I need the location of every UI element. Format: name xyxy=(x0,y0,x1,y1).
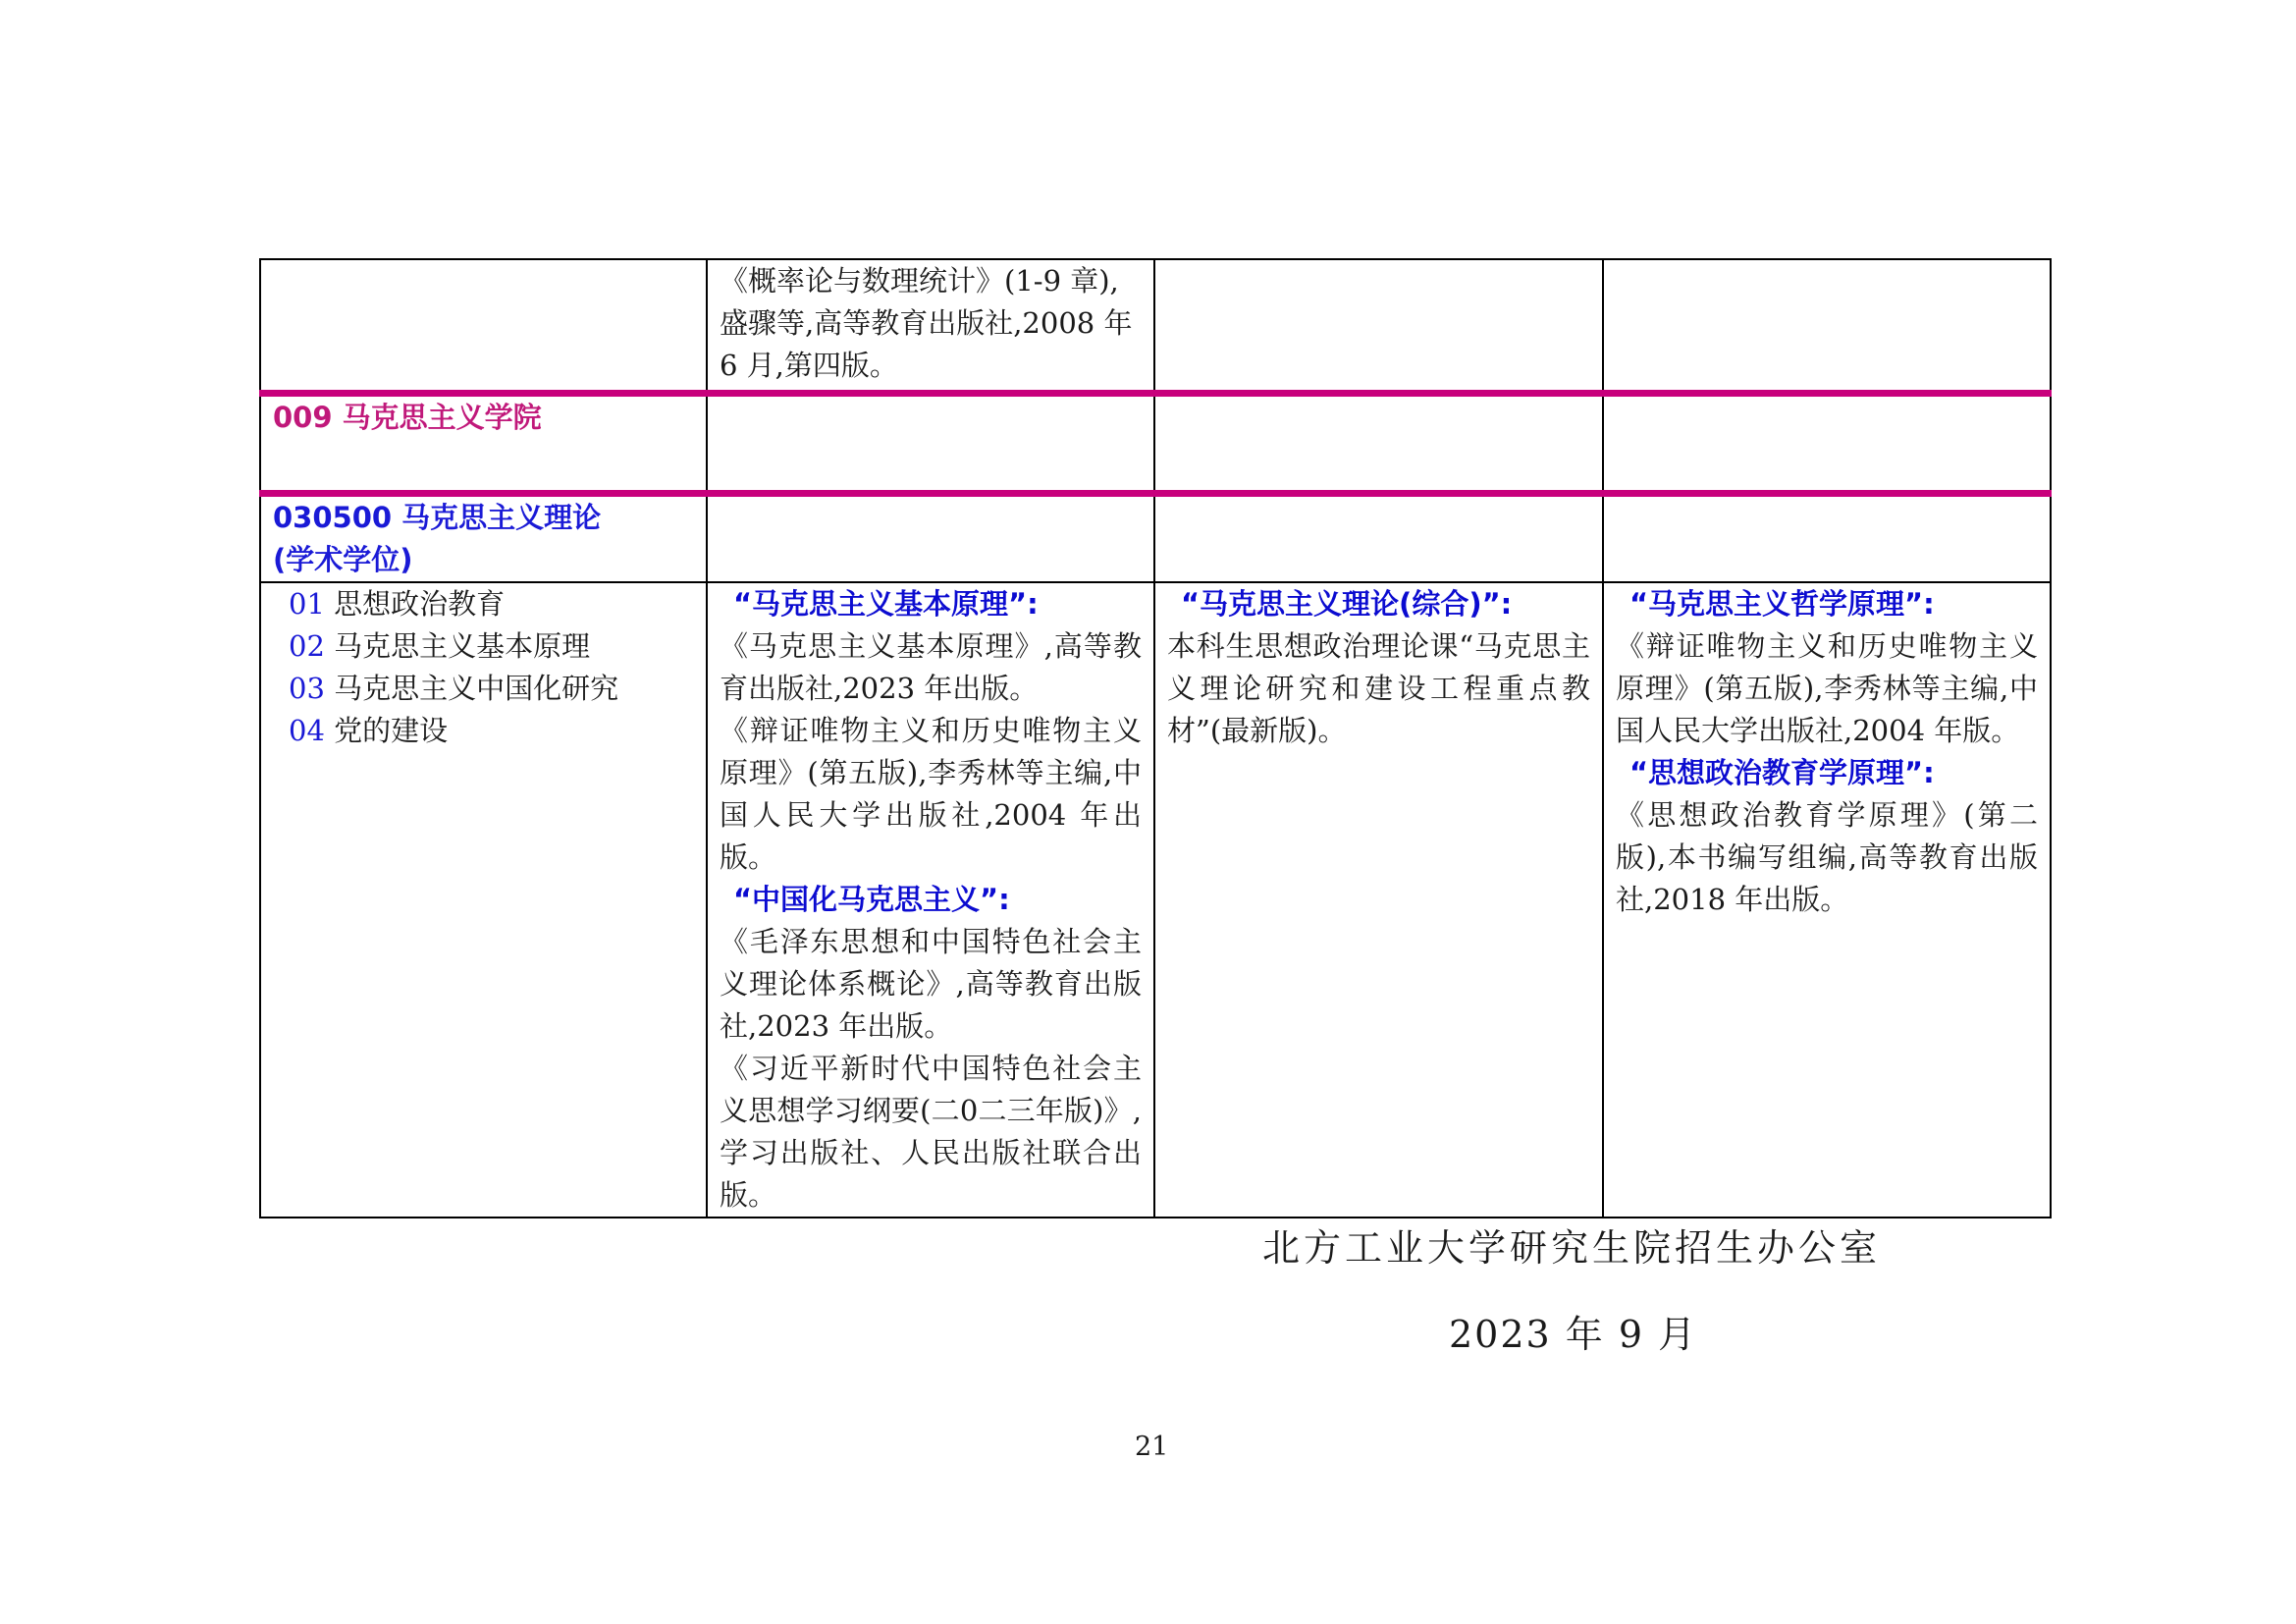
table-cell xyxy=(1603,259,2051,394)
degree-type: (学术学位) xyxy=(273,543,413,576)
major-code-title: 030500 马克思主义理论 xyxy=(273,501,602,534)
table-cell xyxy=(1154,394,1603,494)
catalog-table xyxy=(259,258,2052,1218)
preliminary-books-cell xyxy=(707,582,1154,1218)
direction-item: 04 党的建设 xyxy=(289,714,449,747)
reference-cell xyxy=(707,259,1154,394)
issue-date: 2023 年 9 月 xyxy=(1449,1313,1698,1356)
table-cell xyxy=(1603,494,2051,583)
table-cell xyxy=(1154,494,1603,583)
subject-heading: “中国化马克思主义”: xyxy=(733,883,1010,916)
table-row xyxy=(260,259,2051,394)
details-row xyxy=(260,582,2051,1218)
book-entry: 《毛泽东思想和中国特色社会主义理论体系概论》,高等教育出版社,2023 年出版。 xyxy=(720,925,1142,1043)
book-entry: 《习近平新时代中国特色社会主义思想学习纲要(二0二三年版)》,学习出版社、人民出版社联合出版。 xyxy=(720,1052,1142,1212)
direction-item: 02 马克思主义基本原理 xyxy=(289,629,591,663)
retest-books-cell xyxy=(1603,582,2051,1218)
book-entry: 《马克思主义基本原理》,高等教育出版社,2023 年出版。 xyxy=(720,629,1142,705)
comprehensive-books-cell xyxy=(1154,582,1603,1218)
college-name: 009 马克思主义学院 xyxy=(260,394,707,494)
major-name xyxy=(260,494,707,583)
book-entry: 《辩证唯物主义和历史唯物主义原理》(第五版),李秀林等主编,中国人民大学出版社,2004 年出版。 xyxy=(720,714,1142,874)
subject-heading: “马克思主义理论(综合)”: xyxy=(1181,587,1513,621)
table-cell xyxy=(707,494,1154,583)
reference-line: 盛骤等,高等教育出版社,2008 年 xyxy=(720,306,1133,340)
reference-line: 《概率论与数理统计》(1-9 章), xyxy=(720,264,1119,298)
direction-item: 01 思想政治教育 xyxy=(289,587,506,621)
book-entry: 本科生思想政治理论课“马克思主义理论研究和建设工程重点教材”(最新版)。 xyxy=(1167,629,1590,747)
college-row xyxy=(260,394,2051,494)
book-entry: 《思想政治教育学原理》(第二版),本书编写组编,高等教育出版社,2018 年出版。 xyxy=(1616,798,2038,916)
directions-cell xyxy=(260,582,707,1218)
table-cell xyxy=(260,259,707,394)
reference-line: 6 月,第四版。 xyxy=(720,349,898,382)
subject-heading: “马克思主义基本原理”: xyxy=(733,587,1039,621)
table-cell xyxy=(1154,259,1603,394)
major-row xyxy=(260,494,2051,583)
subject-heading: “思想政治教育学原理”: xyxy=(1629,756,1935,789)
direction-item: 03 马克思主义中国化研究 xyxy=(289,672,619,705)
book-entry: 《辩证唯物主义和历史唯物主义原理》(第五版),李秀林等主编,中国人民大学出版社,2004 年版。 xyxy=(1616,629,2038,747)
table-cell xyxy=(707,394,1154,494)
table-cell xyxy=(1603,394,2051,494)
page-number: 21 xyxy=(1135,1432,1169,1462)
issuing-office: 北方工业大学研究生院招生办公室 xyxy=(1262,1226,1882,1270)
subject-heading: “马克思主义哲学原理”: xyxy=(1629,587,1935,621)
